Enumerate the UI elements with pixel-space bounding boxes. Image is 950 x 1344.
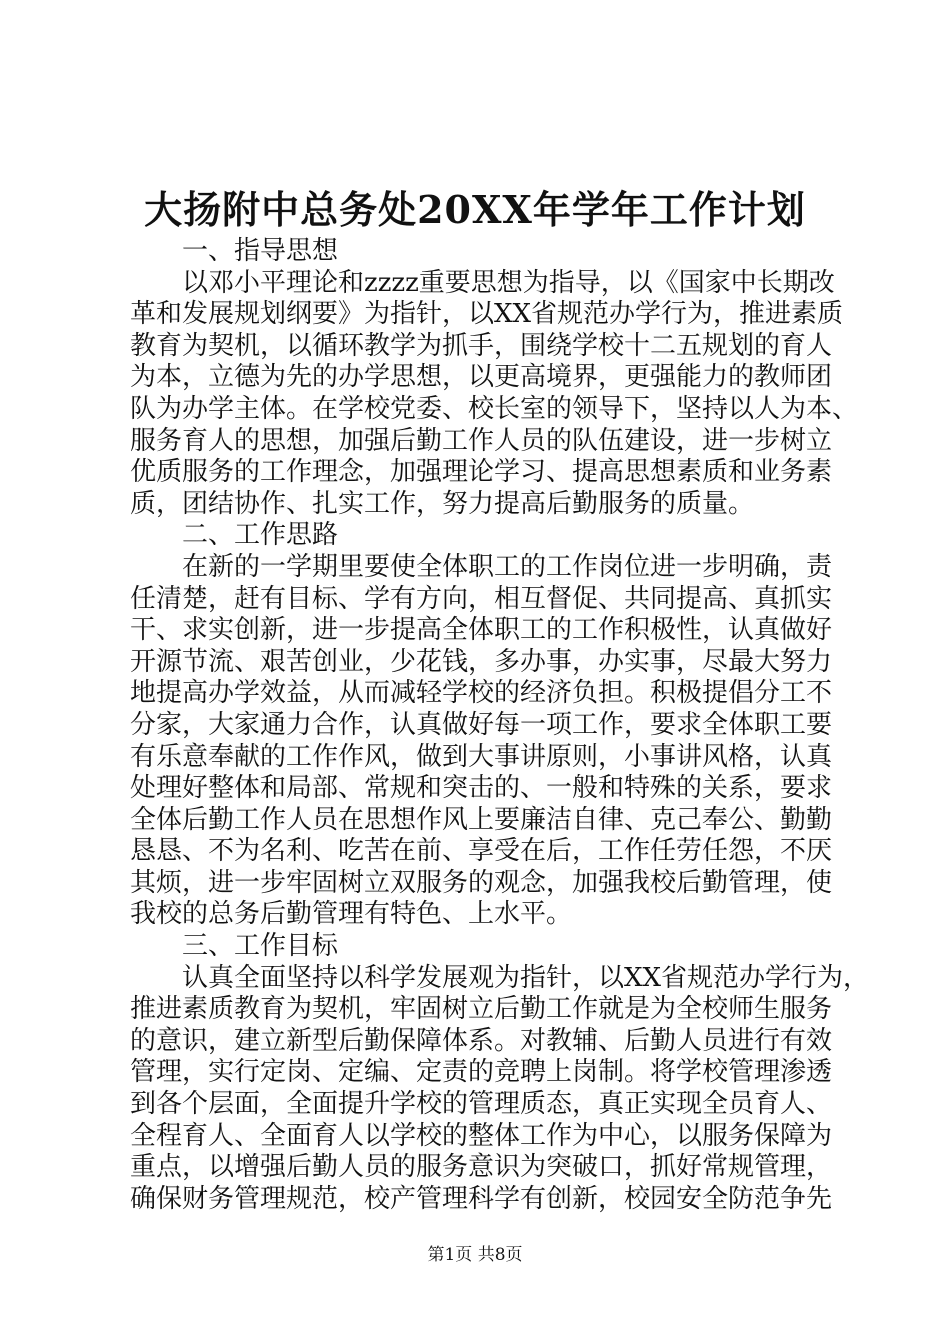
paragraph-line: 干、求实创新，进一步提高全体职工的工作积极性，认真做好 — [130, 615, 833, 646]
paragraph-line: 确保财务管理规范，校产管理科学有创新，校园安全防范争先 — [130, 1183, 833, 1214]
paragraph-line: 我校的总务后勤管理有特色、上水平。 — [130, 899, 573, 930]
paragraph-line: 服务育人的思想，加强后勤工作人员的队伍建设，进一步树立 — [130, 425, 833, 456]
paragraph-line: 为本，立德为先的办学思想，以更高境界，更强能力的教师团 — [130, 362, 833, 393]
paragraph-line: 优质服务的工作理念，加强理论学习、提高思想素质和业务素 — [130, 457, 833, 488]
paragraph-line: 在新的一学期里要使全体职工的工作岗位进一步明确，责 — [182, 551, 833, 582]
paragraph-line: 处理好整体和局部、常规和突击的、一般和特殊的关系，要求 — [130, 773, 833, 804]
paragraph-line: 教育为契机，以循环教学为抓手，围绕学校十二五规划的育人 — [130, 330, 833, 361]
section-heading: 三、工作目标 — [182, 931, 339, 962]
paragraph-line: 认真全面坚持以科学发展观为指针，以XX省规范办学行为， — [182, 962, 870, 993]
paragraph-line: 全程育人、全面育人以学校的整体工作为中心，以服务保障为 — [130, 1120, 833, 1151]
section-heading: 一、指导思想 — [182, 236, 339, 266]
paragraph-line: 革和发展规划纲要》为指针，以XX省规范办学行为，推进素质 — [130, 299, 844, 330]
paragraph-line: 分家，大家通力合作，认真做好每一项工作，要求全体职工要 — [130, 709, 833, 740]
section-heading: 二、工作思路 — [182, 520, 339, 551]
paragraph-line: 开源节流、艰苦创业，少花钱，多办事，办实事，尽最大努力 — [130, 646, 833, 677]
paragraph-line: 地提高办学效益，从而减轻学校的经济负担。积极提倡分工不 — [130, 678, 833, 709]
paragraph-line: 重点，以增强后勤人员的服务意识为突破口，抓好常规管理， — [130, 1152, 833, 1183]
document-body — [130, 236, 870, 1215]
paragraph-line: 的意识，建立新型后勤保障体系。对教辅、后勤人员进行有效 — [130, 1025, 833, 1056]
paragraph-line: 队为办学主体。在学校党委、校长室的领导下，坚持以人为本、 — [130, 393, 859, 424]
paragraph-line: 到各个层面，全面提升学校的管理质态，真正实现全员育人、 — [130, 1089, 833, 1120]
paragraph-line: 全体后勤工作人员在思想作风上要廉洁自律、克己奉公、勤勤 — [130, 804, 833, 835]
document-title: 大扬附中总务处20XX年学年工作计划 — [144, 187, 806, 232]
paragraph-line: 管理，实行定岗、定编、定责的竞聘上岗制。将学校管理渗透 — [130, 1057, 833, 1088]
paragraph-line: 其烦，进一步牢固树立双服务的观念，加强我校后勤管理，使 — [130, 867, 833, 898]
paragraph-line: 恳恳、不为名利、吃苦在前、享受在后，工作任劳任怨，不厌 — [130, 836, 833, 867]
page-number-footer: 第1页 共8页 — [427, 1245, 523, 1265]
paragraph-line: 以邓小平理论和zzzz重要思想为指导，以《国家中长期改 — [182, 267, 835, 298]
paragraph-line: 推进素质教育为契机，牢固树立后勤工作就是为全校师生服务 — [130, 994, 833, 1025]
paragraph-line: 质，团结协作、扎实工作，努力提高后勤服务的质量。 — [130, 488, 755, 519]
paragraph-line: 任清楚，赶有目标、学有方向，相互督促、共同提高、真抓实 — [130, 583, 833, 614]
paragraph-line: 有乐意奉献的工作作风，做到大事讲原则，小事讲风格，认真 — [130, 741, 833, 772]
